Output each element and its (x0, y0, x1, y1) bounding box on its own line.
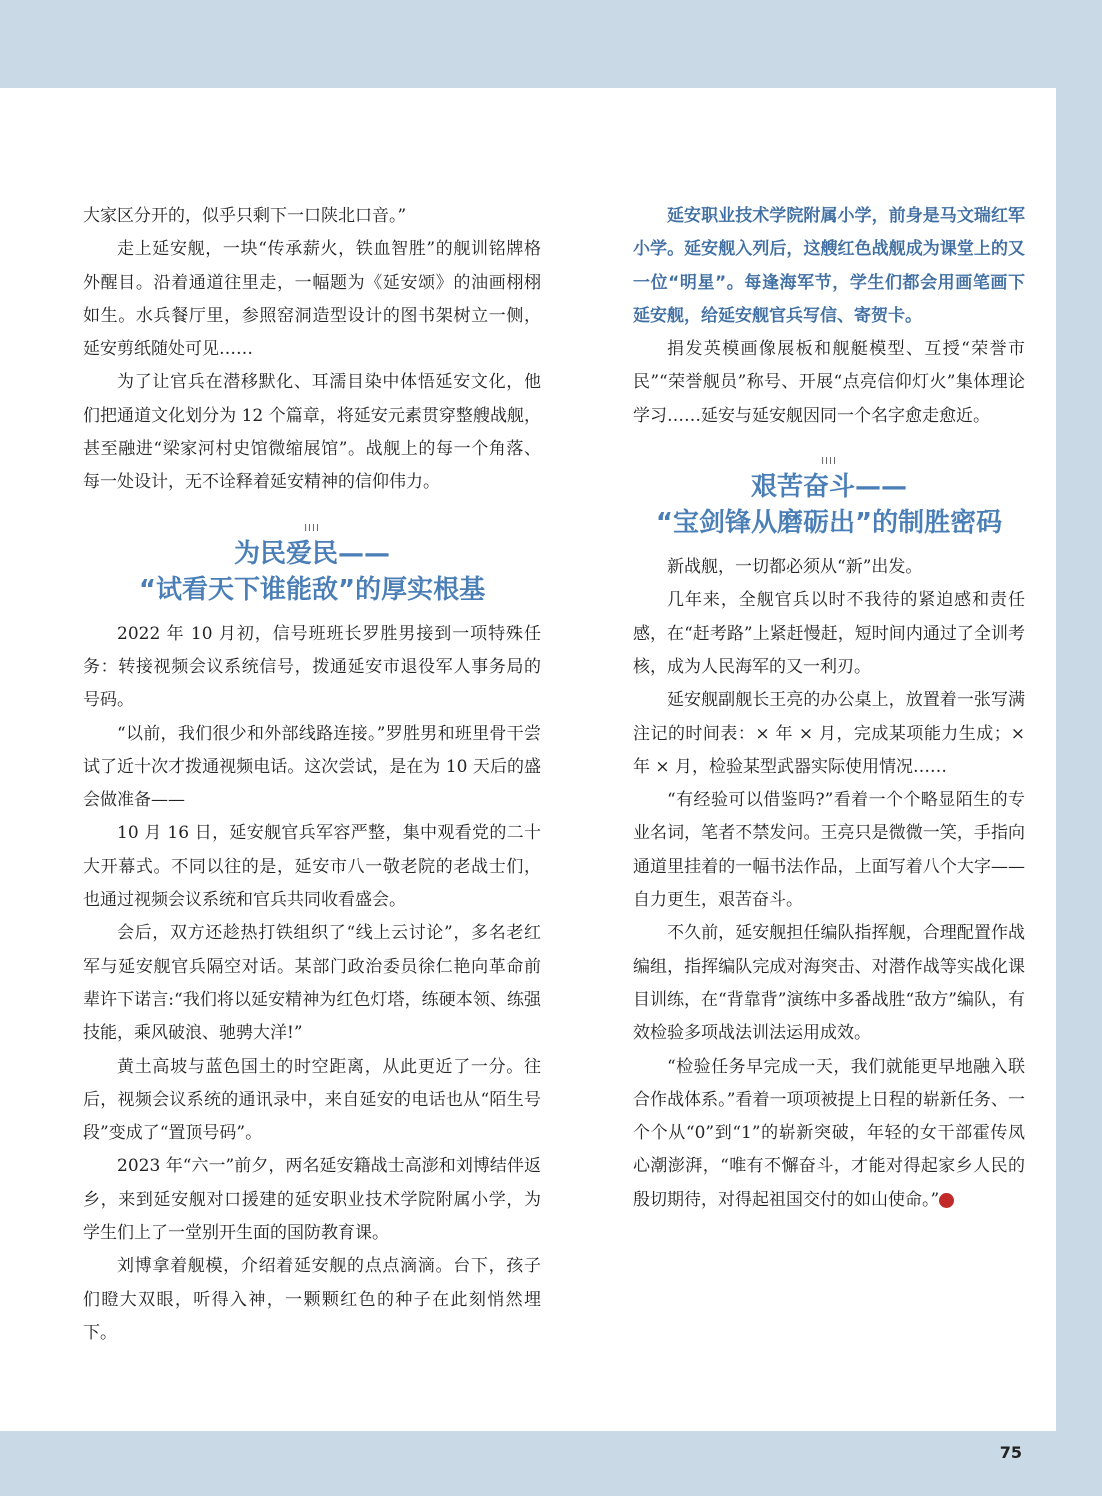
section-marks: IIII (304, 522, 320, 534)
paragraph (633, 1051, 1025, 1217)
section-heading (633, 455, 1025, 541)
section-title-line1: 为民爱民—— (233, 538, 390, 569)
page-number: 75 (999, 1443, 1022, 1462)
paragraph: 走上延安舰，一块“传承薪火，铁血智胜”的舰训铭牌格外醒目。沿着通道往里走，一幅题为《延安颂》的油画栩栩如生。水兵餐厅里，参照窑洞造型设计的图书架树立一侧，延安剪纸随处可见…… (83, 239, 541, 360)
paragraph: 黄土高坡与蓝色国土的时空距离，从此更近了一分。往后，视频会议系统的通讯录中，来自延安的电话也从“陌生号段”变成了“置顶号码”。 (83, 1056, 541, 1144)
paragraph: 几年来，全舰官兵以时不我待的紧迫感和责任感，在“赶考路”上紧赶慢赶，短时间内通过了全训考核，成为人民海军的又一利刃。 (633, 590, 1025, 677)
paragraph: 10 月 16 日，延安舰官兵军容严整，集中观看党的二十大开幕式。不同以往的是，延安市八一敬老院的老战士们，也通过视频会议系统和官兵共同收看盛会。 (83, 823, 541, 911)
section-title-line2: “试看天下谁能敌”的厚实根基 (138, 574, 486, 605)
right-column (633, 200, 1025, 1217)
section-marks: IIII (821, 456, 837, 468)
paragraph: 为了让官兵在潜移默化、耳濡目染中体悟延安文化，他们把通道文化划分为 12 个篇章，将延安元素贯穿整艘战舰，甚至融进“梁家河村史馆微缩展馆”。战舰上的每一个角落、每一处设计，无不诠释着延安精神的信仰伟力。 (83, 372, 541, 493)
lead-paragraph: 延安职业技术学院附属小学，前身是马文瑞红军小学。延安舰入列后，这艘红色战舰成为课堂上的又一位“明星”。每逢海军节，学生们都会用画笔画下延安舰，给延安舰官兵写信、寄贺卡。 (633, 206, 1025, 326)
paragraph: 新战舰，一切都必须从“新”出发。 (667, 557, 923, 578)
paragraph: 大家区分开的，似乎只剩下一口陕北口音。” (83, 206, 407, 226)
paragraph: “有经验可以借鉴吗?”看着一个个略显陌生的专业名词，笔者不禁发问。王亮只是微微一笑，手指向通道里挂着的一幅书法作品，上面写着八个大字——自力更生，艰苦奋斗。 (633, 790, 1025, 911)
section-title-line1: 艰苦奋斗—— (750, 472, 907, 503)
paragraph: 捐发英模画像展板和舰艇模型、互授“荣誉市民”“荣誉舰员”称号、开展“点亮信仰灯火”集体理论学习……延安与延安舰因同一个名字愈走愈近。 (633, 339, 1025, 426)
paragraph-text: “检验任务早完成一天，我们就能更早地融入联合作战体系。”看着一项项被提上日程的崭新任务、一个个从“0”到“1”的崭新突破，年轻的女干部霍传凤心潮澎湃，“唯有不懈奋斗，才能对得起家乡人民的殷切期待，对得起祖国交付的如山使命。” (633, 1056, 1025, 1210)
end-mark-icon: N (939, 1193, 954, 1208)
paragraph: 会后，双方还趁热打铁组织了“线上云讨论”，多名老红军与延安舰官兵隔空对话。某部门政治委员徐仁艳向革命前辈许下诺言:“我们将以延安精神为红色灯塔，练硬本领、练强技能，乘风破浪、驰骋大洋!” (83, 923, 541, 1044)
paragraph: 刘博拿着舰模，介绍着延安舰的点点滴滴。台下，孩子们瞪大双眼，听得入神，一颗颗红色的种子在此刻悄然埋下。 (83, 1256, 541, 1343)
section-heading (83, 522, 541, 608)
paragraph: 2023 年“六一”前夕，两名延安籍战士高澎和刘博结伴返乡，来到延安舰对口援建的延安职业技术学院附属小学，为学生们上了一堂别开生面的国防教育课。 (83, 1156, 541, 1244)
paragraph: 2022 年 10 月初，信号班班长罗胜男接到一项特殊任务：转接视频会议系统信号，拨通延安市退役军人事务局的号码。 (83, 623, 541, 711)
section-title-line2: “宝剑锋从磨砺出”的制胜密码 (655, 508, 1003, 539)
paragraph: “以前，我们很少和外部线路连接。”罗胜男和班里骨干尝试了近十次才拨通视频电话。这次尝试，是在为 10 天后的盛会做准备—— (83, 723, 541, 811)
left-column (83, 200, 541, 1350)
paragraph: 不久前，延安舰担任编队指挥舰，合理配置作战编组，指挥编队完成对海突击、对潜作战等实战化课目训练，在“背靠背”演练中多番战胜“敌方”编队，有效检验多项战法训法运用成效。 (633, 923, 1025, 1044)
page-sheet (0, 88, 1056, 1431)
paragraph: 延安舰副舰长王亮的办公桌上，放置着一张写满注记的时间表：× 年 × 月，完成某项能力生成；× 年 × 月，检验某型武器实际使用情况…… (633, 690, 1025, 777)
